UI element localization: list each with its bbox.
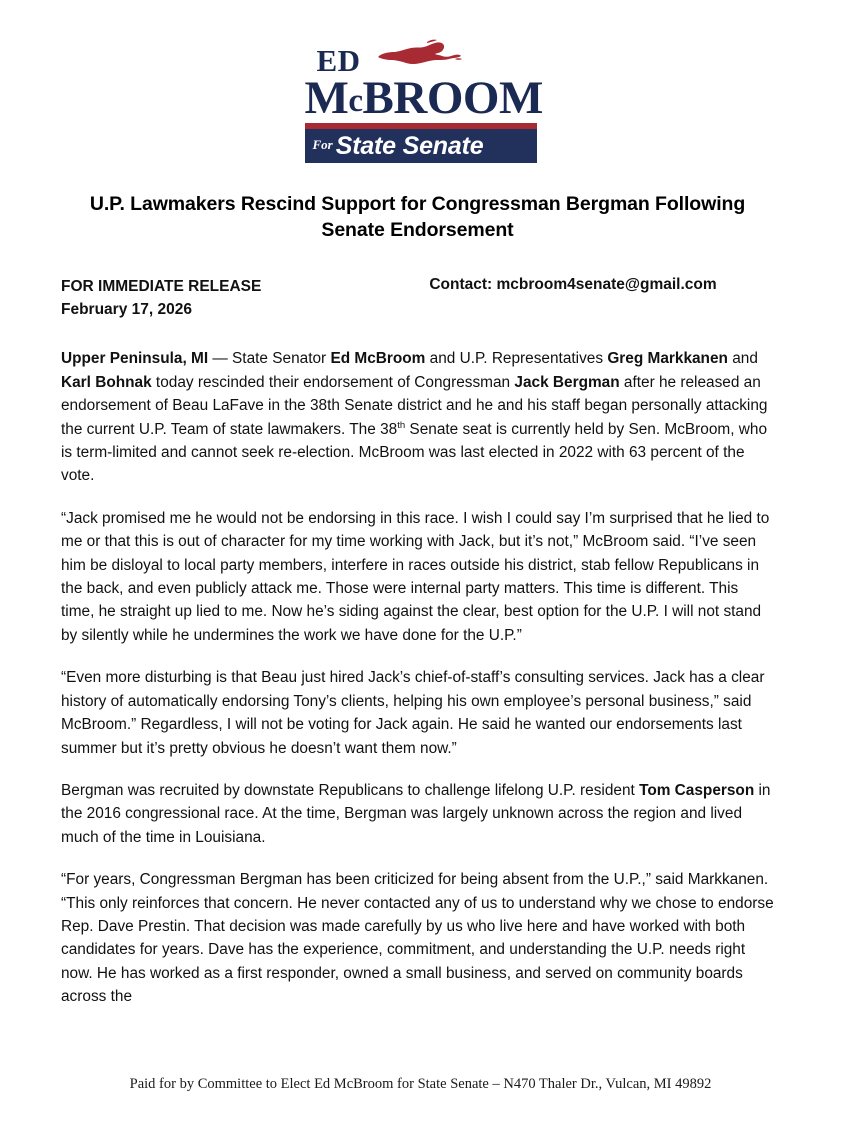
logo-last-name-smallcap: c [348, 83, 363, 119]
disclaimer-footer: Paid for by Committee to Elect Ed McBroom for State Senate – N470 Thaler Dr., Vulcan, MI 49892 [129, 1076, 712, 1092]
contact-info: Contact: mcbroom4senate@gmail.com [429, 276, 717, 294]
emphasis-name: Jack Bergman [514, 373, 620, 391]
emphasis-name: Ed McBroom [330, 350, 426, 368]
release-info-row [61, 276, 774, 321]
emphasis-name: Tom Casperson [639, 781, 755, 799]
release-left-column [61, 276, 261, 321]
paragraph-quote-markkanen: “For years, Congressman Bergman has been criticized for being absent from the U.P.,” said Markkanen. “This only reinforces that concern. He never contacted any of us to understand why we chose to endorse Rep. Dave Prestin. That decision was made carefully by us who live here and have worked with both candidates for years. Dave has the experience, commitment, and understanding the U.P. needs right now. He has worked as a first responder, owned a small business, and served on community boards across the [61, 871, 774, 1006]
paragraph-background: Bergman was recruited by downstate Republicans to challenge lifelong U.P. resident Tom Casperson in the 2016 congressional race. At the time, Bergman was largely unknown across the region and lived much of the time in Louisiana. [61, 781, 771, 846]
logo-first-name: ED [316, 43, 361, 78]
immediate-release-label: FOR IMMEDIATE RELEASE [61, 278, 262, 296]
release-date: February 17, 2026 [61, 300, 192, 318]
logo-last-name-prefix: M [304, 72, 349, 124]
press-release-copy [61, 347, 774, 1008]
page-title: U.P. Lawmakers Rescind Support for Congressman Bergman Following Senate Endorsement [89, 193, 746, 241]
paragraph-quote-mcbroom-2: “Even more disturbing is that Beau just hired Jack’s chief-of-staff’s consulting services. Jack has a clear history of automatically endorsing Tony’s clients, helping his own employee’s personal business,” said McBroom.” Regardless, I will not be voting for Jack again. He said he wanted our endorsements last summer but it’s pretty obvious he doesn’t want them now.” [61, 669, 765, 757]
logo-banner-for: For [312, 137, 333, 153]
emphasis-name: Upper Peninsula, MI [61, 350, 209, 368]
paragraph-quote-mcbroom-1: “Jack promised me he would not be endorsing in this race. I wish I could say I’m surprised that he lied to me or that this is out of character for my time working with Jack, but it’s not,” McBroom said. “I’ve seen him be disloyal to local party members, interfere in races outside his district, stab fellow Republicans in the back, and even publicly attack me. Those were internal party matters. This time is different. This time, he straight up lied to me. Now he’s siding against the clear, best option for the U.P. I will not stand by silently while he undermines the work we have done for the U.P.” [61, 509, 770, 644]
document-body [61, 0, 774, 1009]
logo-banner-office: State Senate [335, 131, 484, 160]
ordinal-suffix: th [397, 419, 406, 431]
paragraph-lede: Upper Peninsula, MI — State Senator Ed McBroom and U.P. Representatives Greg Markkanen and Karl Bohnak today rescinded their endorsement of Congressman Jack Bergman after he released an endorsement of Beau LaFave in the 38th Senate district and he and his staff began personally attacking the current U.P. Team of state lawmakers. The 38th Senate seat is currently held by Sen. McBroom, who is term-limited and cannot seek re-election. McBroom was last elected in 2022 with 63 percent of the vote. [61, 350, 768, 485]
emphasis-name: Karl Bohnak [61, 373, 152, 391]
emphasis-name: Greg Markkanen [607, 350, 728, 368]
logo-last-name-suffix: BROOM [362, 72, 543, 124]
